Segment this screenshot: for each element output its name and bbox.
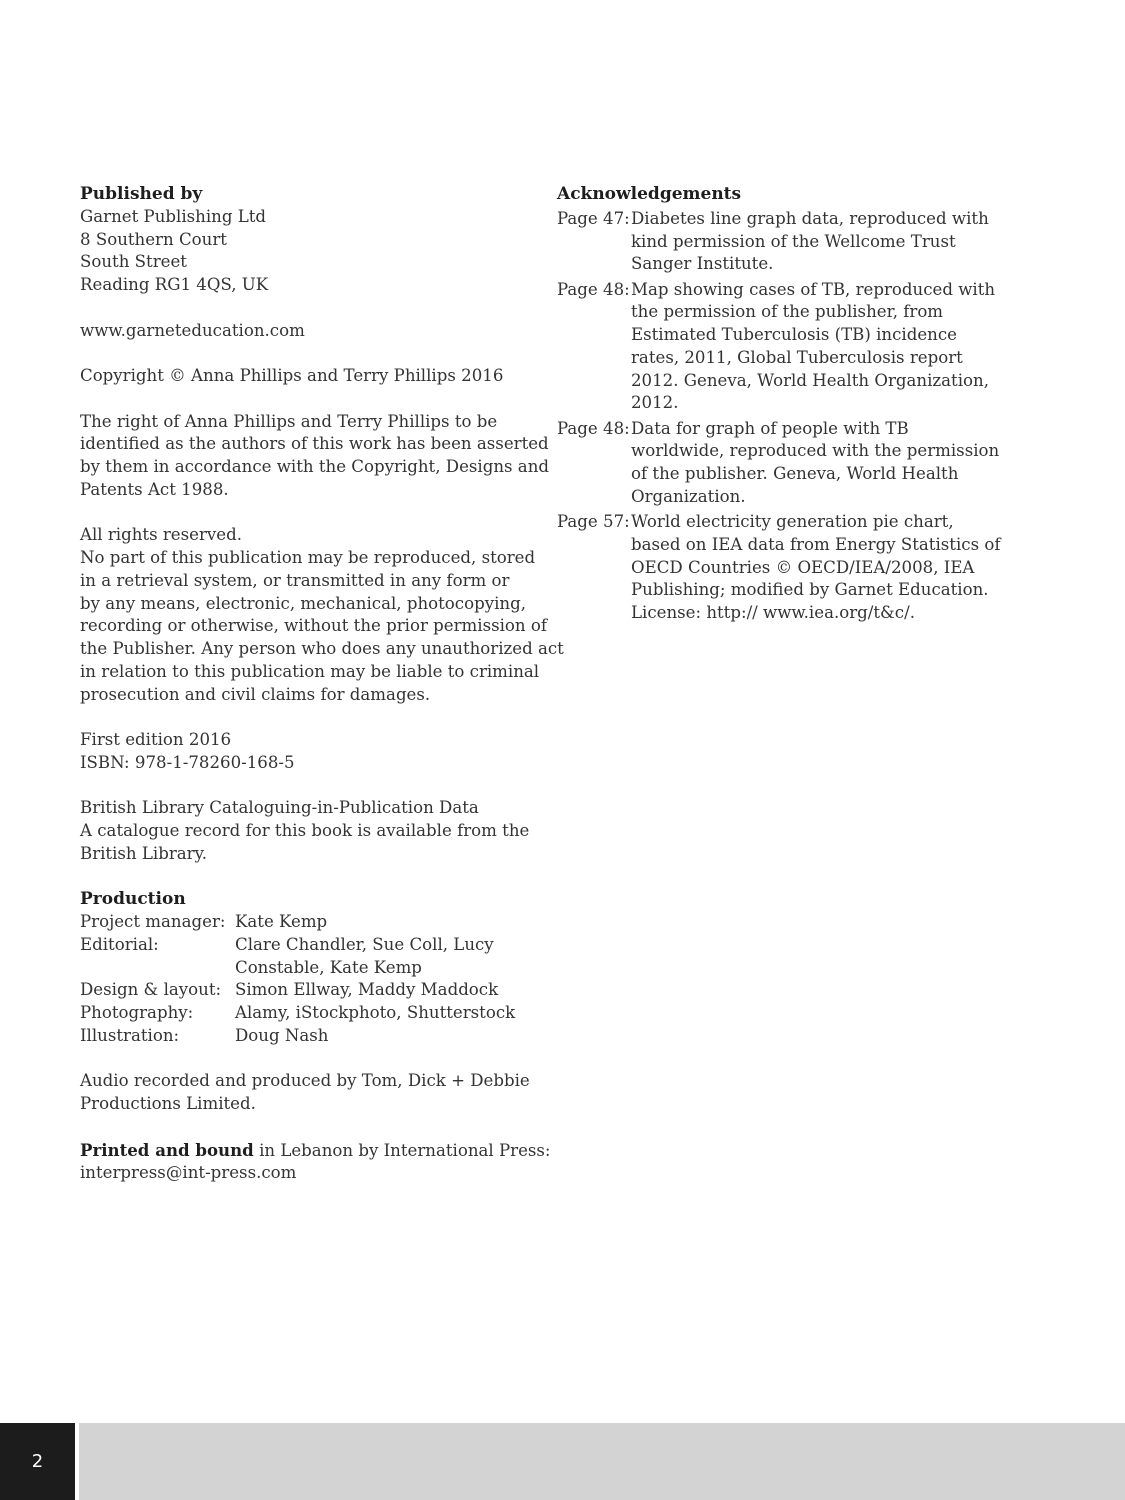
all-rights-reserved [80,524,564,706]
printed-bold-label: Printed and bound [80,1139,254,1160]
rights-reserved-line: All rights reserved. [80,525,242,545]
credit-row [80,911,540,934]
rights-reserved-line: the Publisher. Any person who does any unauthorized act [80,639,564,658]
edition-info [80,729,540,775]
rights-line: identified as the authors of this work has been asserted [80,434,549,454]
rights-reserved-line: recording or otherwise, without the prior permission of [80,616,548,636]
audio-line: Productions Limited. [80,1094,256,1113]
ack-text: World electricity generation pie chart, based on IEA data from Energy Statistics of OECD Countries © OECD/IEA/2008, IEA Publishing; modified by Garnet Education. License: http:// www.iea.org/t&c/. [631,512,1001,622]
rights-reserved-line: prosecution and civil claims for damages. [80,684,431,704]
credit-value: Doug Nash [235,1025,329,1045]
printed-rest: in Lebanon by International Press: [253,1140,551,1160]
production-credits [80,911,540,1048]
audio-line: Audio recorded and produced by Tom, Dick + Debbie [80,1071,530,1091]
copyright-line: Copyright © Anna Phillips and Terry Phillips 2016 [80,366,504,385]
cataloguing-line: British Library Cataloguing-in-Publication Data [80,798,479,818]
credit-label: Photography: [80,1003,194,1022]
ack-page-ref: Page 48: [557,418,630,438]
ack-page-ref: Page 57: [557,512,630,531]
acknowledgement-item [557,418,1007,509]
credit-row [80,1025,540,1048]
rights-line: The right of Anna Phillips and Terry Phillips to be [80,411,498,431]
acknowledgement-item [557,208,1007,276]
acknowledgements-heading: Acknowledgements [557,184,742,204]
address-line: 8 Southern Court [80,229,227,249]
website-link[interactable]: www.garneteducation.com [80,320,305,340]
ack-page-ref: Page 48: [557,279,630,299]
credit-row [80,934,540,980]
rights-line: Patents Act 1988. [80,479,229,499]
credit-value: Clare Chandler, Sue Coll, Lucy Constable, Kate Kemp [235,934,494,977]
credit-label: Editorial: [80,934,159,954]
credit-row [80,1002,540,1025]
ack-page-ref: Page 47: [557,208,630,228]
rights-reserved-line: No part of this publication may be reproduced, stored [80,548,536,567]
ack-text: Data for graph of people with TB worldwide, reproduced with the permission of the publisher. Geneva, World Health Organization. [631,418,1000,506]
published-by-heading: Published by [80,184,203,204]
rights-line: by them in accordance with the Copyright, Designs and [80,457,550,476]
audio-credit [80,1070,540,1116]
cataloguing-info [80,797,540,865]
credit-value: Alamy, iStockphoto, Shutterstock [235,1003,516,1022]
rights-reserved-line: by any means, electronic, mechanical, photocopying, [80,593,526,613]
credit-value: Simon Ellway, Maddy Maddock [235,980,499,1000]
credit-label: Design & layout: [80,980,222,1000]
acknowledgement-item [557,279,1007,416]
rights-reserved-line: in a retrieval system, or transmitted in any form or [80,570,510,590]
credit-row [80,979,540,1002]
edition-line: First edition 2016 [80,730,232,749]
credit-label: Illustration: [80,1025,180,1045]
credit-label: Project manager: [80,912,226,931]
cataloguing-line: A catalogue record for this book is available from the [80,821,530,840]
footer-bar [79,1423,1125,1500]
rights-assertion [80,411,550,502]
publisher-address [80,206,540,297]
left-column [80,183,564,1185]
address-line: Reading RG1 4QS, UK [80,275,269,294]
cataloguing-line: British Library. [80,843,208,863]
acknowledgement-item [557,511,1007,625]
production-heading: Production [80,889,186,910]
credit-value: Kate Kemp [235,912,328,931]
rights-reserved-line: in relation to this publication may be liable to criminal [80,661,540,681]
page-number: 2 [0,1423,75,1500]
address-line: Garnet Publishing Ltd [80,206,267,226]
isbn-line: ISBN: 978-1-78260-168-5 [80,752,295,772]
right-column [557,183,1007,627]
printed-line [80,1139,551,1163]
address-line: South Street [80,252,187,272]
printer-email-link[interactable]: interpress@int-press.com [80,1163,297,1183]
ack-text: Map showing cases of TB, reproduced with the permission of the publisher, from Estimated Tuberculosis (TB) incidence rates, 2011, Global Tuberculosis report 2012. Geneva, World Health Organization, 2012. [631,279,996,413]
ack-text: Diabetes line graph data, reproduced with kind permission of the Wellcome Trust Sanger Institute. [631,208,989,274]
printing-info [80,1139,551,1186]
